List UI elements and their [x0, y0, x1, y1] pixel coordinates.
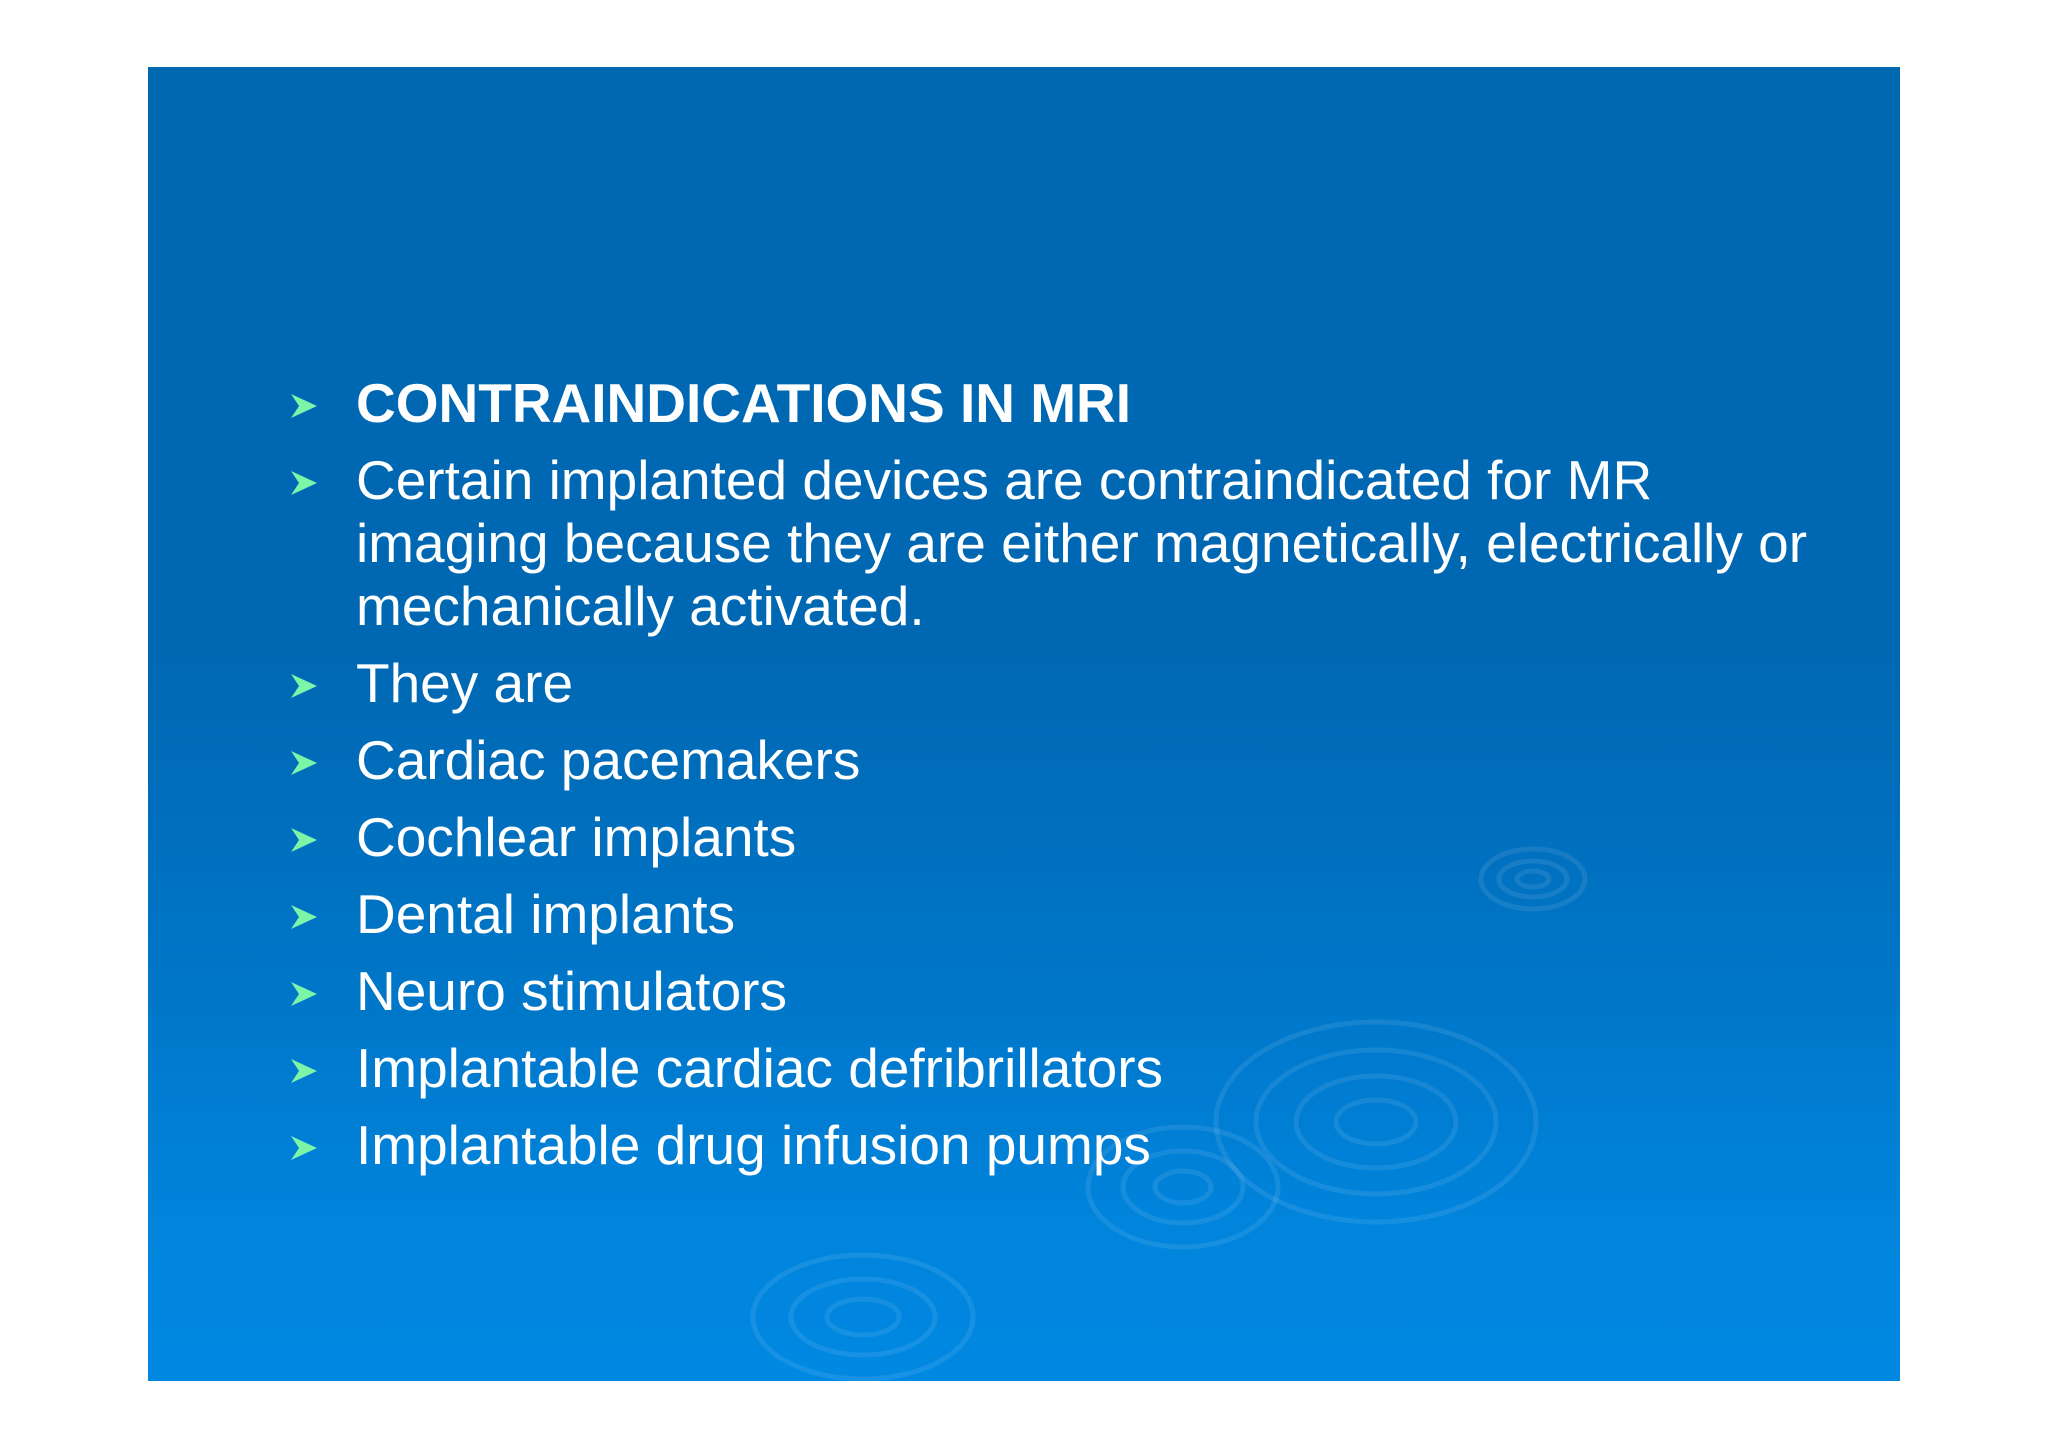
arrowhead-bullet-icon — [288, 901, 320, 933]
list-item — [148, 960, 1812, 1023]
slide — [148, 67, 1900, 1381]
bullet-text: Certain implanted devices are contraindicated for MR imaging because they are either magnetically, electrically or mechanically activated. — [356, 449, 1808, 637]
arrowhead-bullet-icon — [288, 467, 320, 499]
arrowhead-bullet-icon — [288, 670, 320, 702]
bullet-text: They are — [356, 652, 574, 714]
bullet-text: Neuro stimulators — [356, 960, 787, 1022]
list-item — [148, 1114, 1812, 1177]
bullet-text: Implantable cardiac defribrillators — [356, 1037, 1164, 1099]
contraindications-heading: CONTRAINDICATIONS IN MRI — [356, 372, 1132, 434]
list-item — [148, 1037, 1812, 1100]
list-item — [148, 806, 1812, 869]
arrowhead-bullet-icon — [288, 1132, 320, 1164]
bullet-text: Cochlear implants — [356, 806, 797, 868]
arrowhead-bullet-icon — [288, 978, 320, 1010]
arrowhead-bullet-icon — [288, 1055, 320, 1087]
arrowhead-bullet-icon — [288, 747, 320, 779]
list-item — [148, 652, 1812, 715]
list-item — [148, 883, 1812, 946]
list-item-heading — [148, 372, 1812, 435]
bullet-text: Dental implants — [356, 883, 736, 945]
bullet-text: Cardiac pacemakers — [356, 729, 861, 791]
bullet-text: Implantable drug infusion pumps — [356, 1114, 1151, 1176]
arrowhead-bullet-icon — [288, 824, 320, 856]
bullet-list — [252, 372, 1812, 1191]
arrowhead-bullet-icon — [288, 390, 320, 422]
list-item — [148, 449, 1812, 638]
list-item — [148, 729, 1812, 792]
